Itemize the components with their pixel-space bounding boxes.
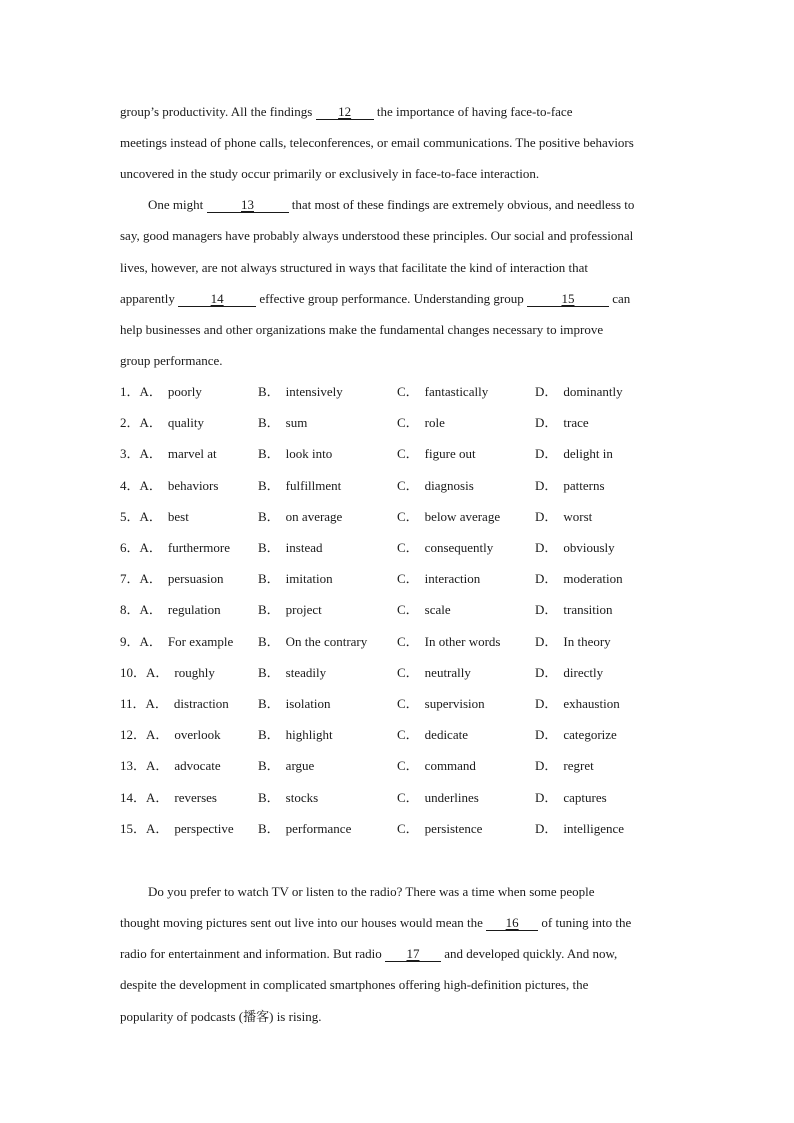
option-letter: A． xyxy=(146,821,169,836)
question-number: 9． xyxy=(120,634,140,649)
option-text: patterns xyxy=(563,478,605,493)
option-c xyxy=(397,571,480,587)
option-c xyxy=(397,602,451,618)
option-a xyxy=(120,665,215,681)
option-text: scale xyxy=(424,602,451,617)
option-text: intensively xyxy=(285,384,343,399)
option-d xyxy=(535,821,624,837)
option-b xyxy=(258,446,332,462)
option-text: distraction xyxy=(173,696,229,711)
text: the importance of having face-to-face xyxy=(373,104,573,119)
option-letter: D． xyxy=(535,727,558,742)
question-number: 5． xyxy=(120,509,140,524)
option-text: obviously xyxy=(563,540,615,555)
option-letter: A． xyxy=(146,665,169,680)
option-row xyxy=(120,696,680,712)
option-letter: B． xyxy=(258,758,280,773)
option-letter: B． xyxy=(258,634,280,649)
option-text: role xyxy=(424,415,445,430)
option-letter: B． xyxy=(258,571,280,586)
option-c xyxy=(397,727,468,743)
option-text: supervision xyxy=(424,696,485,711)
blank-12 xyxy=(316,105,374,120)
option-b xyxy=(258,384,343,400)
option-a xyxy=(120,758,221,774)
passage2-line3 xyxy=(120,946,680,962)
option-letter: B． xyxy=(258,384,280,399)
option-row xyxy=(120,415,680,431)
passage1-line1 xyxy=(120,104,680,120)
question-number: 7． xyxy=(120,571,140,586)
option-a xyxy=(120,478,218,494)
option-letter: D． xyxy=(535,821,558,836)
option-letter: D． xyxy=(535,665,558,680)
option-text: persuasion xyxy=(167,571,224,586)
option-text: imitation xyxy=(285,571,333,586)
option-letter: B． xyxy=(258,478,280,493)
text: effective group performance. Understanding group xyxy=(256,291,527,306)
option-a xyxy=(120,509,189,525)
option-text: fulfillment xyxy=(285,478,342,493)
option-d xyxy=(535,634,611,650)
text: group’s productivity. All the findings xyxy=(120,104,316,119)
option-d xyxy=(535,509,592,525)
option-letter: C． xyxy=(397,384,419,399)
blank-14 xyxy=(178,292,256,307)
option-d xyxy=(535,478,605,494)
option-text: intelligence xyxy=(563,821,625,836)
option-row xyxy=(120,540,680,556)
option-letter: D． xyxy=(535,758,558,773)
option-letter: D． xyxy=(535,602,558,617)
option-text: In other words xyxy=(424,634,501,649)
option-letter: C． xyxy=(397,821,419,836)
blank-number: 13 xyxy=(241,197,254,212)
passage1-line2: meetings instead of phone calls, teleconferences, or email communications. The positive behaviors xyxy=(120,135,634,150)
option-letter: B． xyxy=(258,602,280,617)
question-number: 11． xyxy=(120,696,146,711)
question-number: 8． xyxy=(120,602,140,617)
passage1-line9: group performance. xyxy=(120,353,223,368)
option-row xyxy=(120,758,680,774)
option-a xyxy=(120,696,229,712)
question-number: 6． xyxy=(120,540,140,555)
option-b xyxy=(258,821,351,837)
blank-number: 17 xyxy=(406,946,420,961)
option-text: perspective xyxy=(174,821,234,836)
option-d xyxy=(535,758,594,774)
option-c xyxy=(397,634,501,650)
option-text: trace xyxy=(563,415,589,430)
option-a xyxy=(120,540,230,556)
option-letter: A． xyxy=(139,602,162,617)
option-text: steadily xyxy=(285,665,327,680)
text: apparently xyxy=(120,291,179,306)
option-text: captures xyxy=(563,790,607,805)
option-text: command xyxy=(424,758,476,773)
passage2-line4: despite the development in complicated smartphones offering high-definition pictures, the xyxy=(120,977,589,992)
option-letter: C． xyxy=(397,790,419,805)
option-text: neutrally xyxy=(424,665,471,680)
option-a xyxy=(120,415,204,431)
option-letter: A． xyxy=(139,384,162,399)
blank-number: 14 xyxy=(210,291,224,306)
passage2-line2 xyxy=(120,915,680,931)
option-letter: D． xyxy=(535,790,558,805)
option-letter: A． xyxy=(139,478,162,493)
option-row xyxy=(120,790,680,806)
option-letter: C． xyxy=(397,696,419,711)
option-text: diagnosis xyxy=(424,478,474,493)
option-letter: C． xyxy=(397,446,419,461)
option-letter: B． xyxy=(258,821,280,836)
option-row xyxy=(120,509,680,525)
text: of tuning into the xyxy=(538,915,632,930)
option-letter: A． xyxy=(146,758,169,773)
passage1-line7 xyxy=(120,291,680,307)
option-text: below average xyxy=(424,509,501,524)
option-text: persistence xyxy=(424,821,483,836)
question-number: 3． xyxy=(120,446,140,461)
question-number: 12． xyxy=(120,727,147,742)
option-c xyxy=(397,758,476,774)
option-text: underlines xyxy=(424,790,479,805)
option-letter: A． xyxy=(139,446,162,461)
option-b xyxy=(258,509,342,525)
option-a xyxy=(120,821,234,837)
option-text: dedicate xyxy=(424,727,468,742)
option-b xyxy=(258,727,333,743)
option-text: best xyxy=(167,509,189,524)
option-text: delight in xyxy=(563,446,613,461)
option-letter: C． xyxy=(397,540,419,555)
option-d xyxy=(535,415,589,431)
option-text: stocks xyxy=(285,790,319,805)
option-letter: C． xyxy=(397,727,419,742)
option-d xyxy=(535,727,617,743)
option-text: advocate xyxy=(174,758,221,773)
option-text: furthermore xyxy=(167,540,230,555)
option-letter: B． xyxy=(258,509,280,524)
option-a xyxy=(120,446,217,462)
option-letter: C． xyxy=(397,758,419,773)
question-number: 15． xyxy=(120,821,147,836)
option-letter: B． xyxy=(258,696,280,711)
option-b xyxy=(258,602,322,618)
option-text: sum xyxy=(285,415,308,430)
option-c xyxy=(397,509,500,525)
option-text: interaction xyxy=(424,571,481,586)
option-b xyxy=(258,758,314,774)
option-text: worst xyxy=(563,509,593,524)
option-text: directly xyxy=(563,665,604,680)
question-number: 10． xyxy=(120,665,147,680)
option-text: performance xyxy=(285,821,352,836)
option-text: argue xyxy=(285,758,315,773)
question-number: 1． xyxy=(120,384,140,399)
option-c xyxy=(397,478,474,494)
blank-17 xyxy=(385,947,441,962)
option-letter: A． xyxy=(146,727,169,742)
option-row xyxy=(120,478,680,494)
option-letter: C． xyxy=(397,665,419,680)
option-letter: B． xyxy=(258,727,280,742)
option-letter: C． xyxy=(397,571,419,586)
option-d xyxy=(535,540,615,556)
option-row xyxy=(120,821,680,837)
option-text: In theory xyxy=(563,634,611,649)
option-text: roughly xyxy=(174,665,215,680)
option-c xyxy=(397,821,482,837)
option-text: instead xyxy=(285,540,323,555)
option-text: exhaustion xyxy=(563,696,620,711)
option-letter: C． xyxy=(397,415,419,430)
option-letter: D． xyxy=(535,509,558,524)
blank-16 xyxy=(486,916,538,931)
passage1-line5: say, good managers have probably always understood these principles. Our social and professional xyxy=(120,228,634,243)
option-a xyxy=(120,634,233,650)
option-text: behaviors xyxy=(167,478,219,493)
option-text: regulation xyxy=(167,602,221,617)
option-c xyxy=(397,384,488,400)
option-d xyxy=(535,384,623,400)
passage1-line8: help businesses and other organizations make the fundamental changes necessary to improve xyxy=(120,322,604,337)
text: that most of these findings are extremely obvious, and needless to xyxy=(288,197,635,212)
option-letter: D． xyxy=(535,540,558,555)
option-text: consequently xyxy=(424,540,494,555)
passage1-line6: lives, however, are not always structured in ways that facilitate the kind of interaction that xyxy=(120,260,589,275)
option-text: isolation xyxy=(285,696,331,711)
option-letter: C． xyxy=(397,634,419,649)
option-row xyxy=(120,602,680,618)
option-letter: B． xyxy=(258,540,280,555)
option-text: reverses xyxy=(174,790,217,805)
blank-15 xyxy=(527,292,609,307)
option-letter: B． xyxy=(258,415,280,430)
option-letter: D． xyxy=(535,571,558,586)
option-letter: A． xyxy=(145,696,168,711)
option-row xyxy=(120,727,680,743)
option-text: categorize xyxy=(563,727,617,742)
blank-number: 16 xyxy=(505,915,519,930)
option-letter: D． xyxy=(535,634,558,649)
question-number: 2． xyxy=(120,415,140,430)
option-b xyxy=(258,790,318,806)
option-c xyxy=(397,696,485,712)
option-text: dominantly xyxy=(563,384,623,399)
option-text: figure out xyxy=(424,446,476,461)
option-letter: A． xyxy=(146,790,169,805)
text: can xyxy=(608,291,631,306)
passage2-line5: popularity of podcasts (播客) is rising. xyxy=(120,1009,322,1024)
option-d xyxy=(535,665,603,681)
option-a xyxy=(120,384,202,400)
option-d xyxy=(535,571,623,587)
blank-number: 15 xyxy=(561,291,575,306)
question-number: 4． xyxy=(120,478,140,493)
option-a xyxy=(120,602,221,618)
option-text: highlight xyxy=(285,727,333,742)
option-c xyxy=(397,415,445,431)
option-text: marvel at xyxy=(167,446,217,461)
option-letter: D． xyxy=(535,446,558,461)
option-text: fantastically xyxy=(424,384,489,399)
blank-number: 12 xyxy=(338,104,352,119)
option-d xyxy=(535,790,607,806)
option-b xyxy=(258,696,330,712)
option-text: For example xyxy=(167,634,234,649)
option-text: On the contrary xyxy=(285,634,368,649)
option-b xyxy=(258,634,367,650)
question-number: 14． xyxy=(120,790,147,805)
option-text: regret xyxy=(563,758,594,773)
option-text: project xyxy=(285,602,322,617)
option-text: look into xyxy=(285,446,333,461)
option-d xyxy=(535,696,620,712)
option-letter: D． xyxy=(535,415,558,430)
option-letter: D． xyxy=(535,384,558,399)
option-letter: A． xyxy=(139,509,162,524)
passage1-line3: uncovered in the study occur primarily or exclusively in face-to-face interaction. xyxy=(120,166,540,181)
option-letter: D． xyxy=(535,478,558,493)
option-a xyxy=(120,727,221,743)
option-text: moderation xyxy=(563,571,623,586)
option-letter: C． xyxy=(397,509,419,524)
option-text: quality xyxy=(167,415,205,430)
passage2-line1: Do you prefer to watch TV or listen to the radio? There was a time when some people xyxy=(148,884,595,899)
option-letter: A． xyxy=(139,634,162,649)
option-c xyxy=(397,446,476,462)
option-letter: D． xyxy=(535,696,558,711)
option-b xyxy=(258,665,326,681)
option-letter: A． xyxy=(139,415,162,430)
option-a xyxy=(120,571,224,587)
option-row xyxy=(120,634,680,650)
text: and developed quickly. And now, xyxy=(440,946,618,961)
option-c xyxy=(397,665,471,681)
option-letter: B． xyxy=(258,446,280,461)
option-c xyxy=(397,790,479,806)
option-letter: B． xyxy=(258,790,280,805)
option-row xyxy=(120,446,680,462)
option-letter: A． xyxy=(139,571,162,586)
text: radio for entertainment and information. But radio xyxy=(120,946,385,961)
option-row xyxy=(120,384,680,400)
blank-13 xyxy=(207,198,289,213)
option-letter: C． xyxy=(397,478,419,493)
text: thought moving pictures sent out live into our houses would mean the xyxy=(120,915,487,930)
option-row xyxy=(120,571,680,587)
option-letter: A． xyxy=(139,540,162,555)
option-b xyxy=(258,540,323,556)
option-d xyxy=(535,446,613,462)
passage1-line4 xyxy=(148,197,678,213)
option-text: transition xyxy=(563,602,613,617)
option-d xyxy=(535,602,613,618)
question-number: 13． xyxy=(120,758,147,773)
option-text: overlook xyxy=(174,727,221,742)
option-text: on average xyxy=(285,509,343,524)
option-b xyxy=(258,415,307,431)
option-a xyxy=(120,790,217,806)
option-b xyxy=(258,478,341,494)
option-text: poorly xyxy=(167,384,202,399)
text: One might xyxy=(148,197,207,212)
option-letter: C． xyxy=(397,602,419,617)
option-b xyxy=(258,571,333,587)
option-letter: B． xyxy=(258,665,280,680)
option-c xyxy=(397,540,493,556)
option-row xyxy=(120,665,680,681)
